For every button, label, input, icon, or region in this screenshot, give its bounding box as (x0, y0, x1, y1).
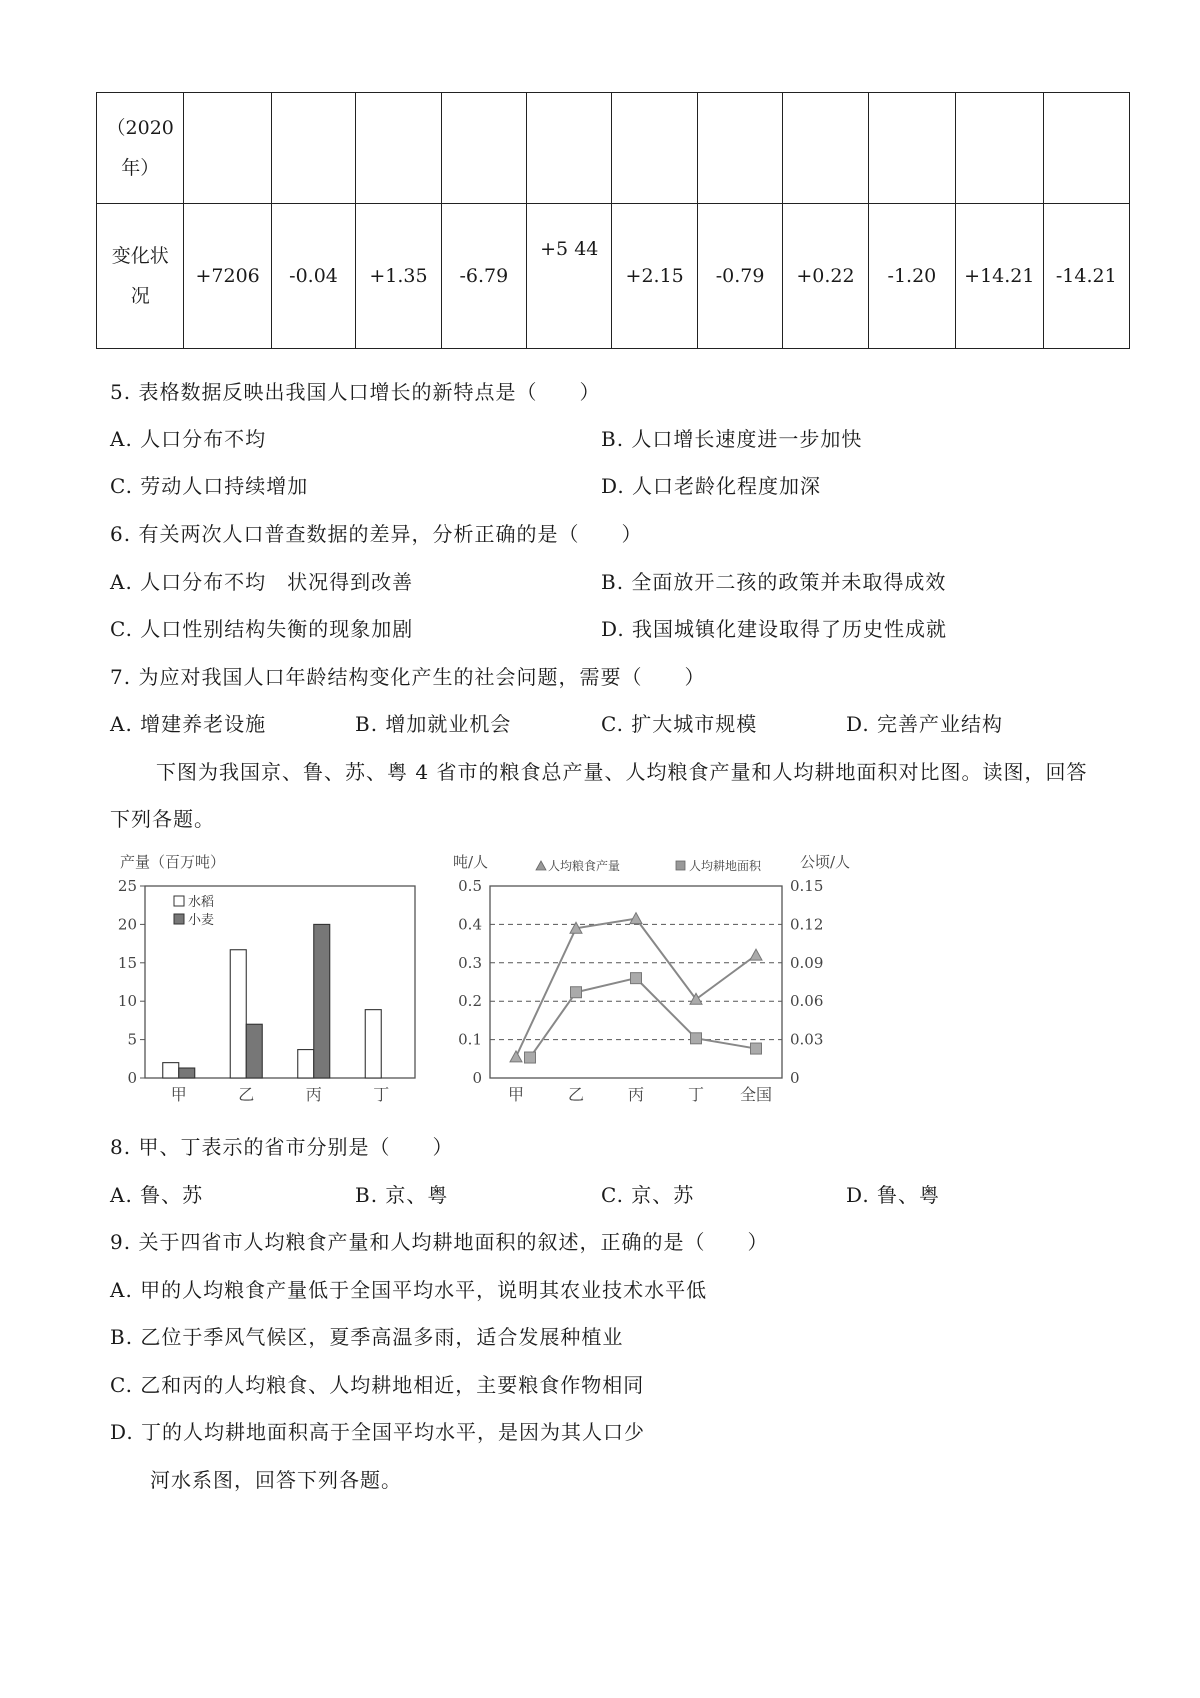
table-cell (697, 93, 782, 204)
line-y-right-tick-label: 0 (790, 1069, 800, 1087)
table-cell: +0.22 (783, 204, 868, 349)
per-capita-line-chart (448, 850, 868, 1112)
chart-intro-line-1: 下图为我国京、鲁、苏、粤 4 省市的粮食总产量、人均粮食产量和人均耕地面积对比图。读图，回答 (156, 760, 1088, 784)
farmland-per-capita-point (525, 1052, 536, 1063)
question-8-option-d[interactable]: D. 鲁、粤 (846, 1183, 941, 1207)
table-cell (612, 93, 697, 204)
line-y-left-tick-label: 0.3 (458, 953, 482, 972)
line-y-right-tick-label: 0.15 (790, 877, 824, 895)
grain-output-bar-chart (110, 850, 420, 1112)
line-y-left-tick-label: 0.5 (458, 877, 482, 895)
line-y-right-tick-label: 0.06 (790, 992, 824, 1011)
question-5-option-a[interactable]: A. 人口分布不均 (110, 427, 267, 451)
bar-wheat (246, 1024, 262, 1078)
legend-swatch-wheat (174, 914, 184, 924)
legend-swatch-rice (174, 896, 184, 906)
legend-marker-square (676, 861, 685, 870)
line-y-right-tick-label: 0.09 (790, 953, 824, 972)
bar-rice (163, 1063, 179, 1078)
line-y-right-tick-label: 0.03 (790, 1030, 824, 1049)
line-x-tick-label: 丙 (627, 1085, 645, 1104)
legend-label-wheat: 小麦 (188, 913, 215, 928)
bar-wheat (314, 924, 330, 1078)
question-7-option-a[interactable]: A. 增建养老设施 (110, 712, 267, 736)
table-cell (441, 93, 526, 204)
table-cell (956, 93, 1043, 204)
table-cell: -0.79 (697, 204, 782, 349)
bar-y-tick-label: 15 (117, 953, 137, 972)
table-cell: -6.79 (441, 204, 526, 349)
census-table (96, 92, 1130, 349)
line-y-right-tick-label: 0.12 (790, 915, 824, 934)
question-9-option-c[interactable]: C. 乙和丙的人均粮食、人均耕地相近，主要粮食作物相同 (110, 1373, 645, 1397)
question-7-stem: 7. 为应对我国人口年龄结构变化产生的社会问题，需要（ ） (110, 665, 706, 689)
chart-intro-line-2: 下列各题。 (110, 807, 215, 831)
legend-label-farmland-per-capita: 人均耕地面积 (689, 859, 762, 873)
table-cell (271, 93, 355, 204)
table-cell: +7206 (184, 204, 271, 349)
line-chart-ylabel-right: 公顷/人 (800, 853, 851, 871)
question-5-stem: 5. 表格数据反映出我国人口增长的新特点是（ ） (110, 380, 601, 404)
table-cell-year-label: （2020 年） (97, 93, 184, 204)
table-cell: +14.21 (956, 204, 1043, 349)
table-row-year (97, 93, 1130, 204)
line-y-left-tick-label: 0 (472, 1069, 482, 1087)
table-cell: -1.20 (868, 204, 955, 349)
question-9-stem: 9. 关于四省市人均粮食产量和人均耕地面积的叙述，正确的是（ ） (110, 1230, 769, 1254)
table-cell (356, 93, 441, 204)
bar-rice (230, 950, 246, 1078)
farmland-per-capita-point (751, 1043, 762, 1054)
bar-y-tick-label: 5 (127, 1030, 137, 1049)
farmland-per-capita-point (691, 1033, 702, 1044)
legend-marker-triangle (536, 861, 546, 870)
question-6-option-d[interactable]: D. 我国城镇化建设取得了历史性成就 (601, 617, 948, 641)
table-cell-change-label: 变化状 况 (97, 204, 184, 349)
line-x-tick-label: 乙 (567, 1085, 585, 1104)
line-x-tick-label: 甲 (507, 1085, 525, 1104)
bar-rice (298, 1050, 314, 1078)
bar-wheat (179, 1068, 195, 1078)
question-6-option-b[interactable]: B. 全面放开二孩的政策并未取得成效 (601, 570, 947, 594)
line-x-tick-label: 全国 (739, 1085, 773, 1104)
question-7-option-c[interactable]: C. 扩大城市规模 (601, 712, 758, 736)
table-cell (184, 93, 271, 204)
table-cell (868, 93, 955, 204)
line-chart-ylabel-left: 吨/人 (453, 853, 489, 871)
farmland-per-capita-point (571, 987, 582, 998)
question-8-option-b[interactable]: B. 京、粤 (355, 1183, 449, 1207)
line-y-left-tick-label: 0.4 (458, 915, 482, 934)
question-8-option-a[interactable]: A. 鲁、苏 (110, 1183, 204, 1207)
question-5-option-b[interactable]: B. 人口增长速度进一步加快 (601, 427, 863, 451)
line-x-tick-label: 丁 (687, 1085, 705, 1104)
legend-label-grain-per-capita: 人均粮食产量 (548, 859, 621, 873)
question-5-option-c[interactable]: C. 劳动人口持续增加 (110, 474, 309, 498)
table-cell (1043, 93, 1129, 204)
question-5-option-d[interactable]: D. 人口老龄化程度加深 (601, 474, 822, 498)
bar-x-tick-label: 丁 (373, 1085, 390, 1104)
bar-chart-ylabel: 产量（百万吨） (120, 853, 226, 871)
question-9-option-d[interactable]: D. 丁的人均耕地面积高于全国平均水平，是因为其人口少 (110, 1420, 646, 1444)
question-9-option-b[interactable]: B. 乙位于季风气候区，夏季高温多雨，适合发展种植业 (110, 1325, 624, 1349)
question-8-option-c[interactable]: C. 京、苏 (601, 1183, 695, 1207)
bar-y-tick-label: 10 (117, 992, 137, 1011)
table-cell: +5 44 (527, 204, 612, 349)
question-7-option-d[interactable]: D. 完善产业结构 (846, 712, 1004, 736)
bar-y-tick-label: 0 (127, 1069, 137, 1087)
line-y-left-tick-label: 0.1 (458, 1030, 482, 1049)
bar-x-tick-label: 丙 (305, 1085, 322, 1104)
question-6-option-a[interactable]: A. 人口分布不均 状况得到改善 (110, 570, 414, 594)
bar-rice (365, 1010, 381, 1078)
table-cell: -0.04 (271, 204, 355, 349)
question-9-option-a[interactable]: A. 甲的人均粮食产量低于全国平均水平，说明其农业技术水平低 (110, 1278, 708, 1302)
bar-x-tick-label: 乙 (238, 1085, 255, 1104)
question-6-option-c[interactable]: C. 人口性别结构失衡的现象加剧 (110, 617, 414, 641)
question-7-option-b[interactable]: B. 增加就业机会 (355, 712, 512, 736)
table-row-change (97, 204, 1130, 349)
bar-y-tick-label: 25 (117, 877, 137, 895)
table-cell: +2.15 (612, 204, 697, 349)
farmland-per-capita-point (631, 973, 642, 984)
table-cell: +1.35 (356, 204, 441, 349)
table-cell (783, 93, 868, 204)
table-cell: -14.21 (1043, 204, 1129, 349)
line-y-left-tick-label: 0.2 (458, 992, 482, 1011)
bar-y-tick-label: 20 (117, 915, 137, 934)
question-6-stem: 6. 有关两次人口普查数据的差异，分析正确的是（ ） (110, 522, 643, 546)
table-cell (527, 93, 612, 204)
bar-x-tick-label: 甲 (170, 1085, 187, 1104)
next-section-intro: 河水系图，回答下列各题。 (150, 1468, 402, 1492)
legend-label-rice: 水稻 (188, 895, 215, 910)
question-8-stem: 8. 甲、丁表示的省市分别是（ ） (110, 1135, 454, 1159)
